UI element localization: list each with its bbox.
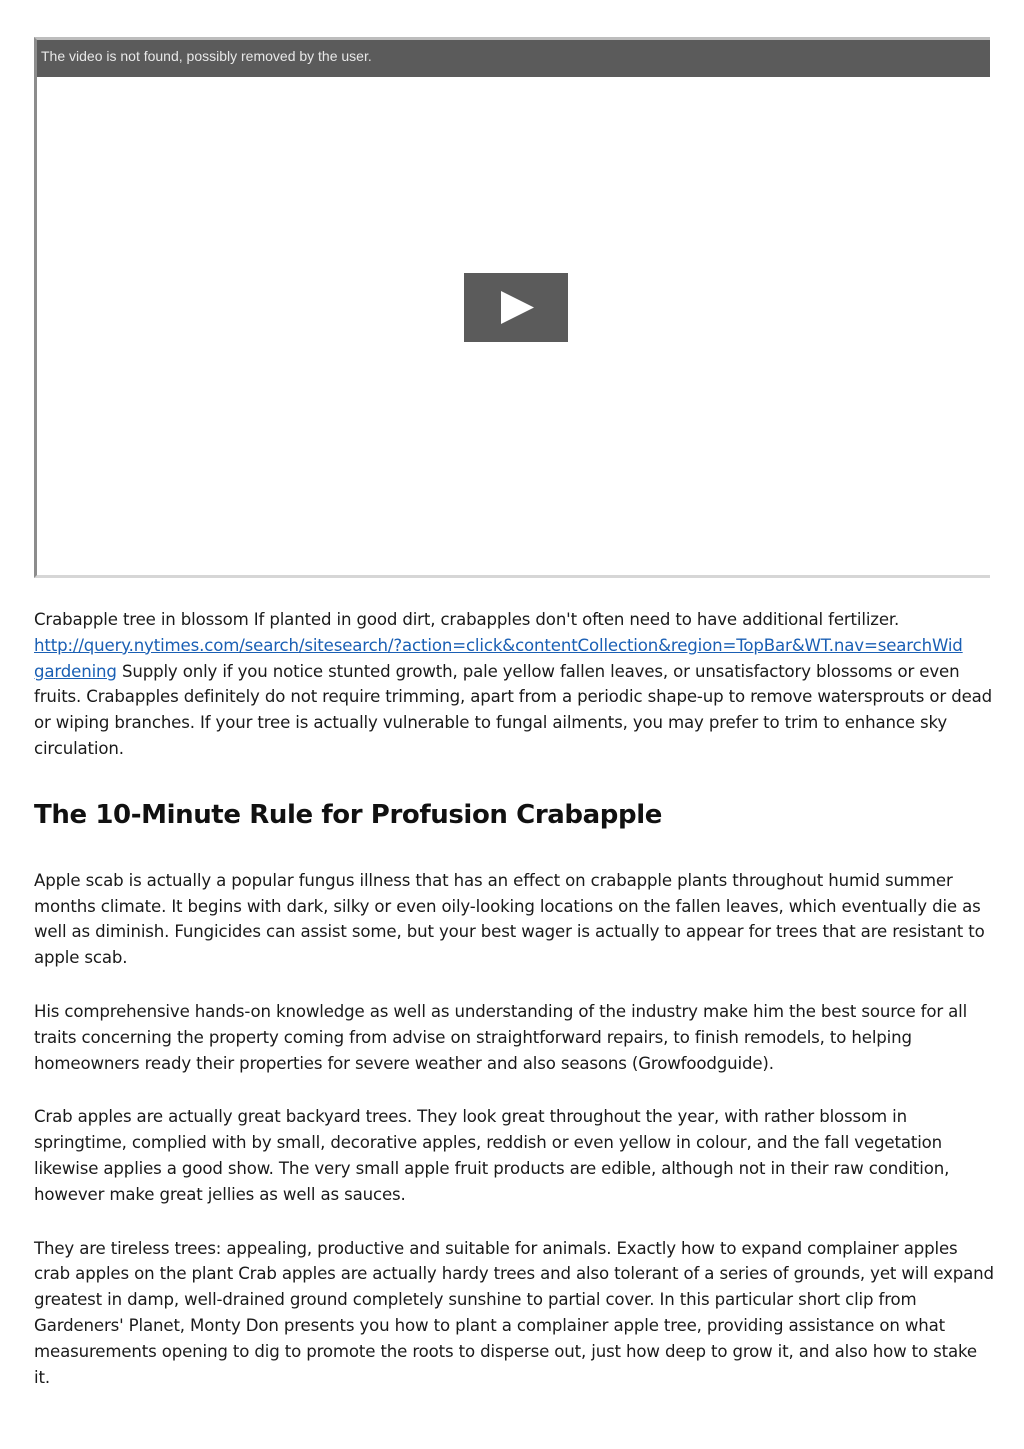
play-button[interactable] bbox=[464, 273, 568, 342]
article-paragraph-4: Crab apples are actually great backyard trees. They look great throughout the year, with rather blossom in springtime, complied with by small, decorative apples, reddish or even yellow in colour, and the fall vegetation likewise applies a good show. The very small apple fruit products are edible, although not in their raw condition, however make great jellies as well as sauces. bbox=[34, 1107, 950, 1204]
video-player[interactable] bbox=[34, 37, 990, 578]
article-paragraph-5: They are tireless trees: appealing, productive and suitable for animals. Exactly how to expand complainer apples crab apples on the plant Crab apples are actually hardy trees and also tolerant of a series of grounds, yet will expand greatest in damp, well-drained ground completely sunshine to partial cover. In this particular short clip from Gardeners' Planet, Monty Don presents you how to plant a complainer apple tree, providing assistance on what measurements opening to dig to promote the roots to disperse out, just how deep to grow it, and also how to stake it. bbox=[34, 1238, 994, 1387]
link-line-2: gardening bbox=[34, 661, 117, 681]
paragraph-1-continuation: Supply only if you notice stunted growth, pale yellow fallen leaves, or unsatisfactory blossoms or even fruits. Crabapples definitely do not require trimming, apart from a periodic shape-up to remove watersprouts or dead or wiping branches. If your tree is actually vulnerable to fungal ailments, you may prefer to trim to enhance sky circulation. bbox=[34, 661, 993, 758]
video-title-bar bbox=[37, 40, 990, 77]
video-error-message: The video is not found, possibly removed by the user. bbox=[41, 48, 372, 64]
paragraph-1-text: Crabapple tree in blossom If planted in good dirt, crabapples don't often need to have additional fertilizer. bbox=[34, 610, 900, 629]
article-paragraph-1 bbox=[34, 607, 994, 762]
article-paragraph-3: His comprehensive hands-on knowledge as well as understanding of the industry make him the best source for all traits concerning the property coming from advise on straightforward repairs, to finish remodels, to helping homeowners ready their properties for severe weather and also seasons (Growfoodguide). bbox=[34, 1001, 968, 1073]
play-icon bbox=[464, 273, 568, 342]
article-paragraph-2: Apple scab is actually a popular fungus illness that has an effect on crabapple plants throughout humid summer months climate. It begins with dark, silky or even oily-looking locations on the fallen leaves, which eventually die as well as diminish. Fungicides can assist some, but your best wager is actually to appear for trees that are resistant to apple scab. bbox=[34, 870, 985, 968]
link-line-1: http://query.nytimes.com/search/sitesearch/?action=click&contentCollection&region=TopBar&WT.nav=searchWid bbox=[34, 635, 963, 655]
section-heading: The 10-Minute Rule for Profusion Crabapple bbox=[34, 799, 662, 830]
article-body bbox=[34, 607, 994, 1390]
